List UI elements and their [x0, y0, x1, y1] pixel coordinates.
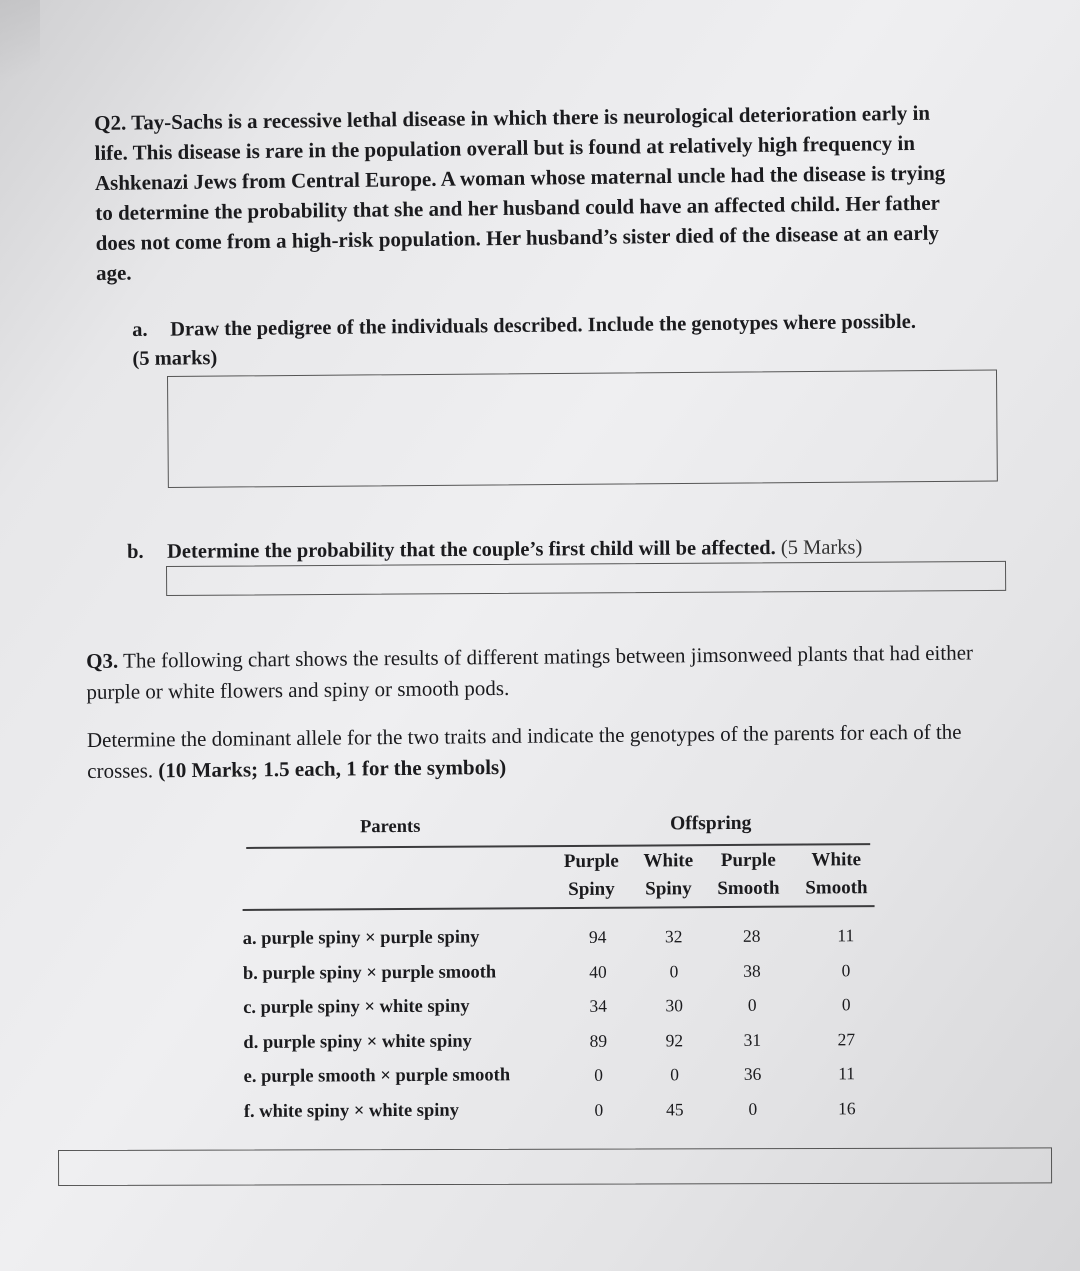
part-a-text: Draw the pedigree of the individuals described. Include the genotypes where possible. (5 marks) — [132, 310, 917, 370]
cell-value: 31 — [743, 1029, 762, 1050]
question-3-instruction: Determine the dominant allele for the two traits and indicate the genotypes of the parents for each of the crosses. — [86, 719, 962, 783]
cell-value: 45 — [665, 1098, 684, 1119]
table-row — [244, 1056, 884, 1094]
cross-label: f. white spiny × white spiny — [243, 1100, 459, 1122]
cell-value: 40 — [589, 961, 607, 982]
table-row — [244, 1091, 884, 1129]
parents-header: Parents — [360, 816, 421, 838]
part-a-letter: a. — [132, 318, 148, 341]
cell-value: 0 — [841, 994, 851, 1015]
question-3-marks: (10 Marks; 1.5 each, 1 for the symbols) — [158, 754, 507, 783]
part-b-letter: b. — [127, 540, 144, 563]
part-b-answer-box[interactable] — [166, 561, 1006, 596]
part-b-marks: (5 Marks) — [780, 536, 863, 560]
cross-label: d. purple spiny × white spiny — [243, 1031, 472, 1053]
cell-value: 38 — [743, 960, 761, 981]
column-header-white-smooth: White Smooth — [805, 849, 868, 899]
cell-value: 16 — [837, 1097, 856, 1118]
table-header-rule — [243, 905, 875, 911]
table-row — [243, 987, 883, 1025]
column-header-purple-smooth: Purple Smooth — [717, 849, 780, 900]
column-header-purple-spiny: Purple Spiny — [563, 850, 619, 900]
cross-label: c. purple spiny × white spiny — [243, 996, 470, 1018]
part-a-answer-box[interactable] — [167, 369, 998, 488]
column-header-white-spiny: White Spiny — [643, 850, 694, 900]
cell-value: 30 — [665, 995, 683, 1016]
question-2-part-a — [132, 308, 933, 374]
cell-value: 0 — [841, 959, 851, 980]
cell-value: 27 — [837, 1028, 856, 1049]
cell-value: 28 — [742, 925, 761, 946]
cell-value: 94 — [588, 926, 607, 947]
offspring-header: Offspring — [670, 812, 752, 835]
cell-value: 11 — [838, 1063, 856, 1084]
cell-value: 0 — [594, 1064, 604, 1085]
question-2-text: Tay-Sachs is a recessive lethal disease in which there is neurological deterioration early in life. This disease is rare in the population overall but is found at relatively high frequency in Ashkenazi Jews from Central Europe. A woman whose maternal uncle had the disease is trying to determine the probability that she and her husband could have an affected child. Her father does not come from a high-risk population. Her husband’s sister died of the disease at an early age. — [94, 100, 946, 285]
question-3-text: The following chart shows the results of different matings between jimsonweed plants that had either purple or white flowers and spiny or smooth pods. — [86, 640, 974, 704]
table-row — [243, 918, 883, 956]
cell-value: 11 — [837, 925, 855, 946]
table-body — [243, 918, 884, 1129]
table-row — [243, 1022, 883, 1060]
cell-value: 0 — [747, 994, 757, 1015]
cross-label: e. purple smooth × purple smooth — [243, 1065, 511, 1087]
cell-value: 0 — [670, 1064, 680, 1085]
cell-value: 32 — [664, 926, 683, 947]
cell-value: 36 — [743, 1063, 762, 1084]
question-3-label: Q3. — [86, 648, 119, 673]
cross-label: b. purple spiny × purple smooth — [242, 961, 497, 984]
page-fold-shadow — [0, 0, 40, 90]
cell-value: 89 — [589, 1030, 608, 1051]
question-3 — [86, 637, 987, 787]
cross-label: a. purple spiny × purple spiny — [242, 927, 480, 949]
cell-value: 0 — [748, 1098, 758, 1119]
cell-value: 34 — [589, 995, 607, 1016]
cell-value: 0 — [669, 960, 679, 981]
part-b-text: Determine the probability that the couple’s first child will be affected. — [167, 537, 776, 563]
question-2-label: Q2. — [94, 110, 127, 135]
table-row — [243, 953, 883, 991]
matings-table — [238, 810, 890, 1134]
cell-value: 0 — [594, 1099, 604, 1120]
cell-value: 92 — [665, 1029, 684, 1050]
question-2 — [94, 97, 966, 288]
question-3-answer-box[interactable] — [58, 1147, 1052, 1186]
